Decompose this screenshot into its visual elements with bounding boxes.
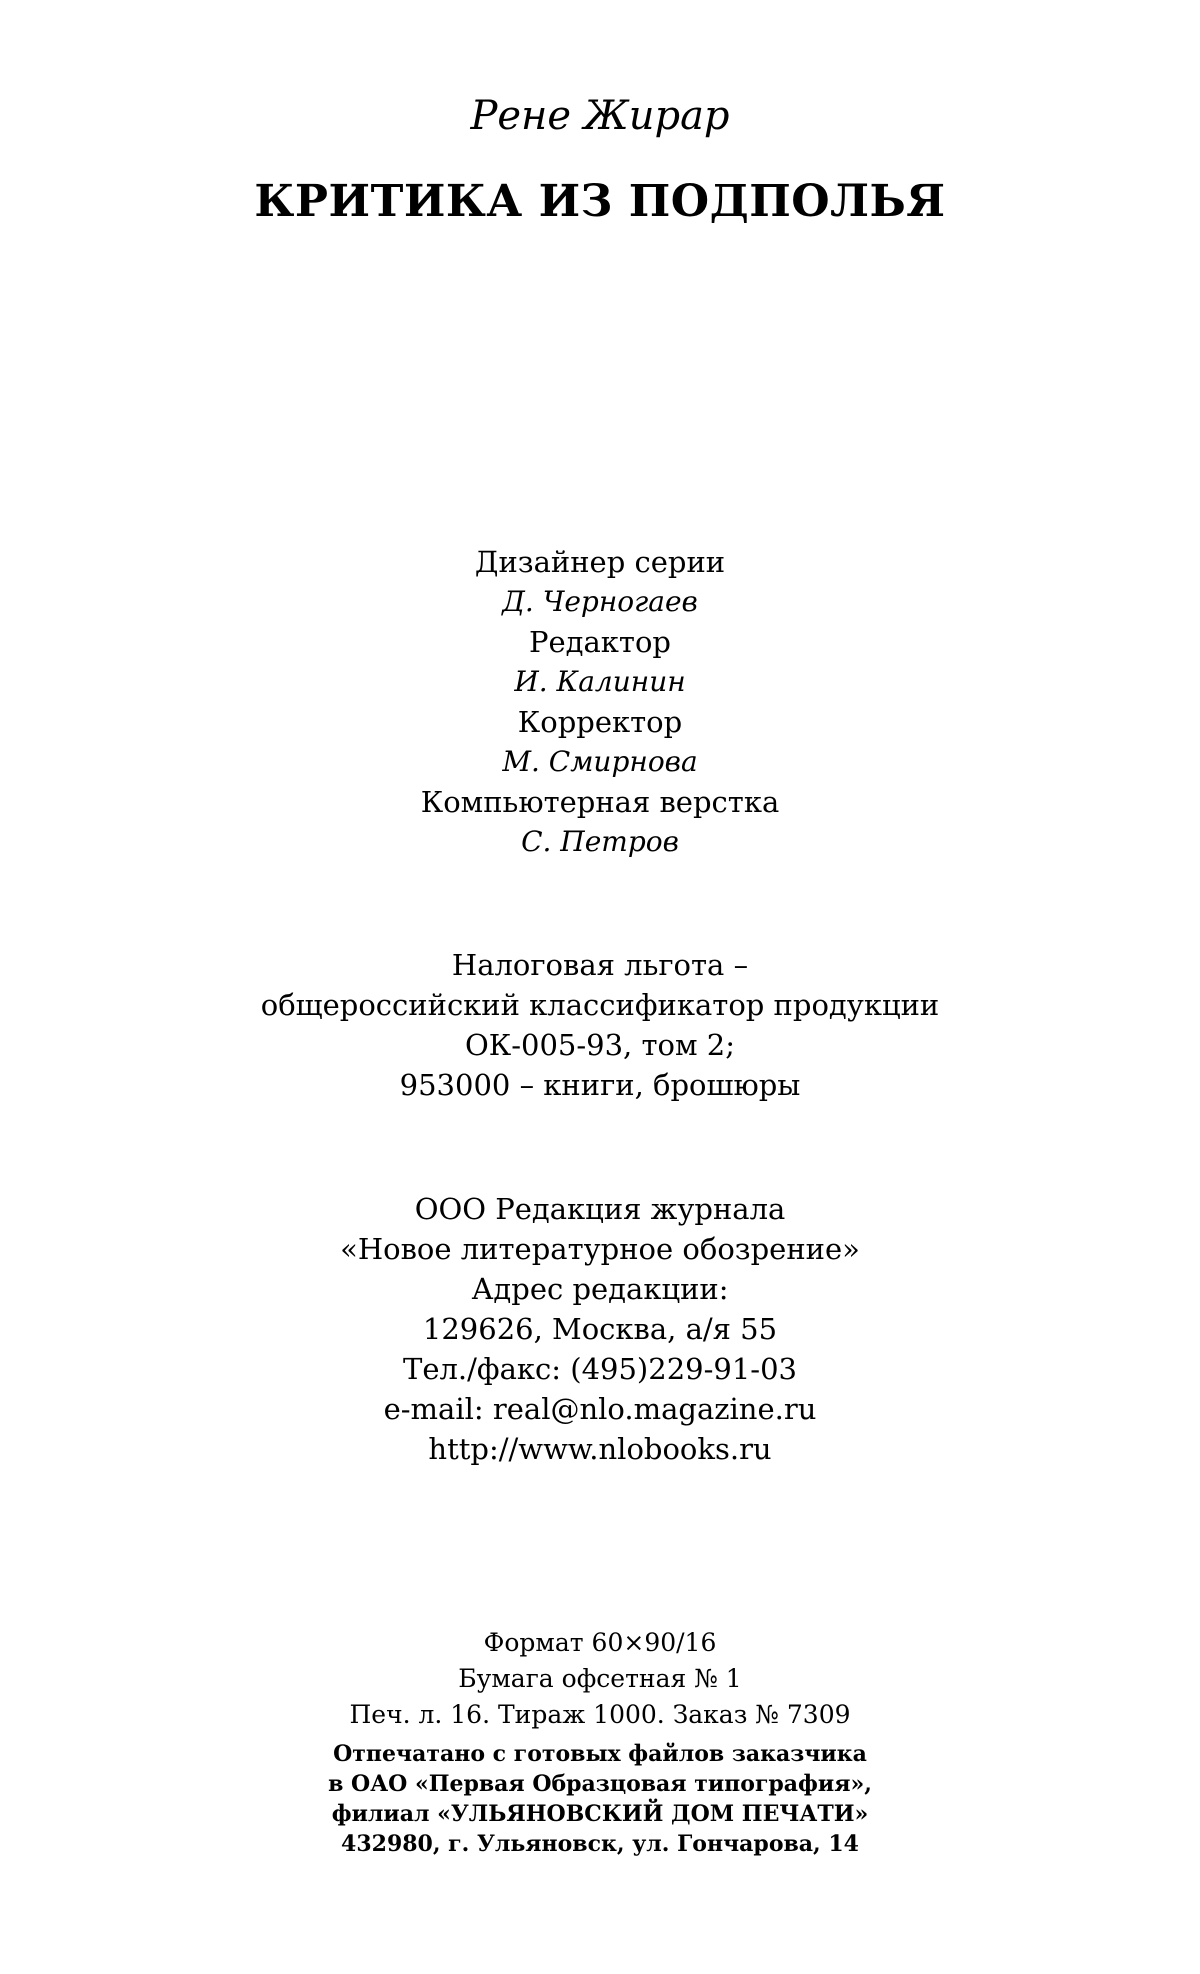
imprint-branch: филиал «УЛЬЯНОВСКИЙ ДОМ ПЕЧАТИ» <box>331 1801 869 1827</box>
publisher-address: 129626, Москва, а/я 55 <box>422 1312 778 1346</box>
imprint-paper: Бумага офсетная № 1 <box>458 1664 742 1693</box>
credit-name-series-designer: Д. Черногаев <box>502 585 698 618</box>
publisher-email: e-mail: real@nlo.magazine.ru <box>383 1392 817 1426</box>
imprint-printing-house: в ОАО «Первая Образцовая типография», <box>328 1771 872 1797</box>
imprint-printer-address: 432980, г. Ульяновск, ул. Гончарова, 14 <box>341 1831 859 1857</box>
credit-role-proofreader: Корректор <box>517 705 683 739</box>
credits-section <box>0 542 1200 862</box>
imprint-section <box>0 1625 1200 1859</box>
tax-benefit-line: ОК-005-93, том 2; <box>464 1028 735 1062</box>
imprint-printed-from: Отпечатано с готовых файлов заказчика <box>333 1741 867 1767</box>
credit-role-editor: Редактор <box>528 625 671 659</box>
book-title: КРИТИКА ИЗ ПОДПОЛЬЯ <box>254 176 946 227</box>
publisher-name: ООО Редакция журнала <box>414 1192 786 1226</box>
tax-benefit-line: 953000 – книги, брошюры <box>399 1068 801 1102</box>
credit-name-layout: С. Петров <box>521 825 679 858</box>
author-name: Рене Жирар <box>470 93 730 139</box>
tax-benefit-line: Налоговая льгота – <box>451 948 749 982</box>
imprint-format: Формат 60×90/16 <box>483 1628 717 1657</box>
tax-benefit-line: общероссийский классификатор продукции <box>260 988 940 1022</box>
credit-role-layout: Компьютерная верстка <box>420 785 780 819</box>
credit-name-editor: И. Калинин <box>514 665 686 698</box>
publisher-address-label: Адрес редакции: <box>471 1272 729 1306</box>
publisher-website: http://www.nlobooks.ru <box>428 1432 772 1466</box>
publisher-phone: Тел./факс: (495)229-91-03 <box>403 1352 797 1386</box>
tax-benefit-section <box>0 945 1200 1105</box>
imprint-print-run: Печ. л. 16. Тираж 1000. Заказ № 7309 <box>349 1700 851 1729</box>
publisher-journal: «Новое литературное обозрение» <box>340 1232 860 1266</box>
credit-name-proofreader: М. Смирнова <box>502 745 698 778</box>
credit-role-series-designer: Дизайнер серии <box>474 545 726 579</box>
publisher-section <box>0 1189 1200 1469</box>
